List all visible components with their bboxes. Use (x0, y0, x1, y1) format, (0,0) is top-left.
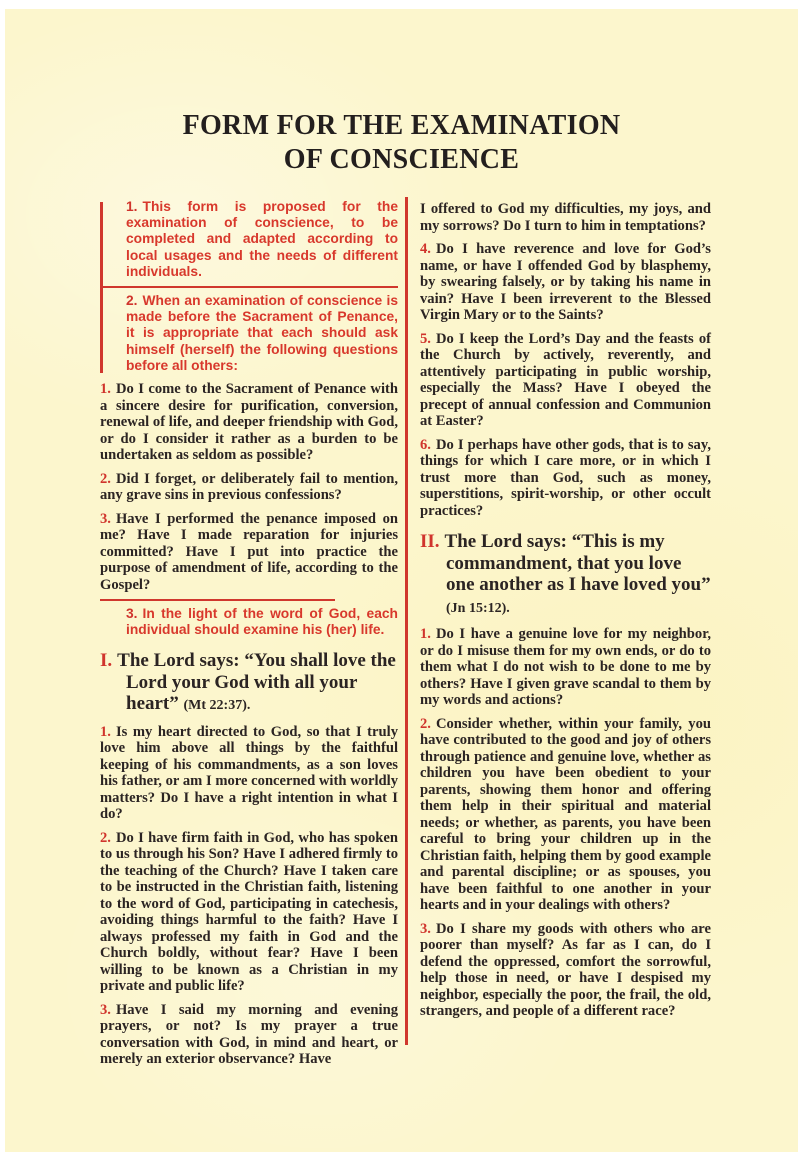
item-text: Do I share my goods with others who are poorer than myself? As far as I can, do I defend the oppressed, comfort the sorrowful, help those in need, or have I despised my neighbor, especially the poor, the frail, the old, strangers, and people of a different race? (420, 920, 711, 1019)
left-column (100, 199, 398, 1068)
scan-edge-bottom (0, 1152, 800, 1166)
question-item (420, 626, 711, 709)
scan-edge-left (0, 0, 5, 1166)
red-rule (100, 286, 398, 288)
question-item (100, 724, 398, 823)
scripture-citation: (Jn 15:12). (446, 600, 510, 616)
item-text: In the light of the word of God, each individual should examine his (her) life. (126, 606, 398, 638)
item-text: Have I said my morning and evening prayers, or not? Is my prayer a true conversation with God, in mind and heart, or merely an exterior observance? Have (100, 1001, 398, 1068)
item-text: Did I forget, or deliberately fail to mention, any grave sins in previous confessions? (100, 470, 398, 504)
rubric-notes (100, 199, 398, 374)
rubric-note (100, 606, 398, 638)
question-item (420, 921, 711, 1020)
right-column (420, 201, 711, 1020)
item-number: 1. (100, 723, 111, 740)
question-item (100, 471, 398, 504)
item-number: 3. (420, 920, 431, 937)
red-rule (100, 599, 335, 601)
item-text: The Lord says: “This is my commandment, that you love one another as I have loved you” (444, 531, 711, 595)
question-item (420, 331, 711, 430)
item-text: Do I have firm faith in God, who has spoken to us through his Son? Have I adhered firmly to the teaching of the Church? Have I taken care to be instructed in the Christian faith, listening to the word of God, participating in catechesis, avoiding things harmful to the faith? Have I always professed my faith in God and the Church boldly, without fear? Have I been willing to be known as a Christian in my private and public life? (100, 829, 398, 995)
rubric-intro-group (100, 199, 398, 374)
left-column-text (100, 381, 398, 1068)
item-text: Is my heart directed to God, so that I truly love him above all things by the faithful keeping of his commandments, as a son loves his father, or am I more concerned with worldly matters? Do I have a right intention in what I do? (100, 723, 398, 823)
question-item (420, 437, 711, 520)
item-text: I offered to God my difficulties, my joys, and my sorrows? Do I turn to him in temptations? (420, 201, 711, 234)
rubric-note (100, 199, 398, 280)
item-text: Consider whether, within your family, you have contributed to the good and joy of others through patience and genuine love, whether as children you have been obedient to your parents, showing them honor and offering them help in their spiritual and material needs; or whether, as parents, you have been careful to bring your children up in the Christian faith, helping them by good example and parental discipline; or as spouses, you have been faithful to one another in your hearts and in your dealings with others? (420, 715, 711, 913)
question-item (100, 381, 398, 464)
item-text: Do I have a genuine love for my neighbor, or do I misuse them for my own ends, or do to them what I do not wish to be done to me by others? Have I given grave scandal to them by my words and actions? (420, 626, 711, 708)
rubric-note (100, 293, 398, 374)
item-number: 6. (420, 436, 431, 453)
item-number: 2. (100, 829, 111, 846)
section-heading (100, 650, 398, 717)
item-number: I. (100, 650, 113, 672)
right-column-text (420, 201, 711, 1020)
item-number: 3. (100, 1001, 111, 1018)
item-text: Do I perhaps have other gods, that is to say, things for which I care more, or in which I trust more than God, such as money, superstitions, spirit-worship, or other occult practices? (420, 436, 711, 519)
item-number: 3. (126, 606, 138, 622)
title-line-1: FORM FOR THE EXAMINATION (182, 110, 621, 141)
item-text: Do I have reverence and love for God’s name, or have I offended God by blasphemy, by swearing falsely, or by taking his name in vain? Have I been irreverent to the Blessed Virgin Mary or to the Saints? (420, 241, 711, 323)
title-line-2: OF CONSCIENCE (283, 144, 520, 175)
section-heading (420, 531, 711, 619)
item-text: The Lord says: “You shall love the Lord your God with all your heart” (117, 650, 396, 715)
column-divider-rule (405, 197, 408, 1045)
item-number: 2. (126, 293, 138, 309)
scan-edge-top (0, 0, 800, 9)
item-text: Have I performed the penance imposed on me? Have I made reparation for injuries committed? Have I put into practice the purpose of amendment of life, according to the Gospel? (100, 510, 398, 593)
item-text: Do I keep the Lord’s Day and the feasts of the Church by actively, reverently, and attentively participating in public worship, especially the Mass? Have I obeyed the precept of annual confession and Communion at Easter? (420, 330, 711, 429)
item-number: 4. (420, 241, 431, 257)
item-number: II. (420, 531, 440, 552)
scripture-citation: (Mt 22:37). (183, 698, 251, 714)
question-item (420, 241, 711, 324)
document-page (5, 9, 798, 1152)
question-item (420, 716, 711, 914)
question-item (100, 830, 398, 995)
page-title (5, 109, 798, 177)
continuation-paragraph (420, 201, 711, 234)
item-number: 2. (420, 715, 431, 732)
item-number: 1. (100, 381, 111, 398)
question-item (100, 1002, 398, 1068)
item-number: 2. (100, 470, 111, 487)
item-number: 1. (420, 626, 431, 642)
item-number: 3. (100, 510, 111, 527)
question-item (100, 511, 398, 594)
item-text: When an examination of conscience is made before the Sacrament of Penance, it is appropriate that each should ask himself (herself) the following questions before all others: (126, 293, 398, 373)
item-number: 5. (420, 330, 431, 347)
item-number: 1. (126, 199, 138, 214)
item-text: This form is proposed for the examination of conscience, to be completed and adapted according to local usages and the needs of different individuals. (126, 199, 398, 279)
item-text: Do I come to the Sacrament of Penance with a sincere desire for purification, conversion, renewal of life, and deeper friendship with God, or do I consider it rather as a burden to be undertaken as seldom as possible? (100, 381, 398, 464)
rubric-left-rule (100, 202, 103, 373)
